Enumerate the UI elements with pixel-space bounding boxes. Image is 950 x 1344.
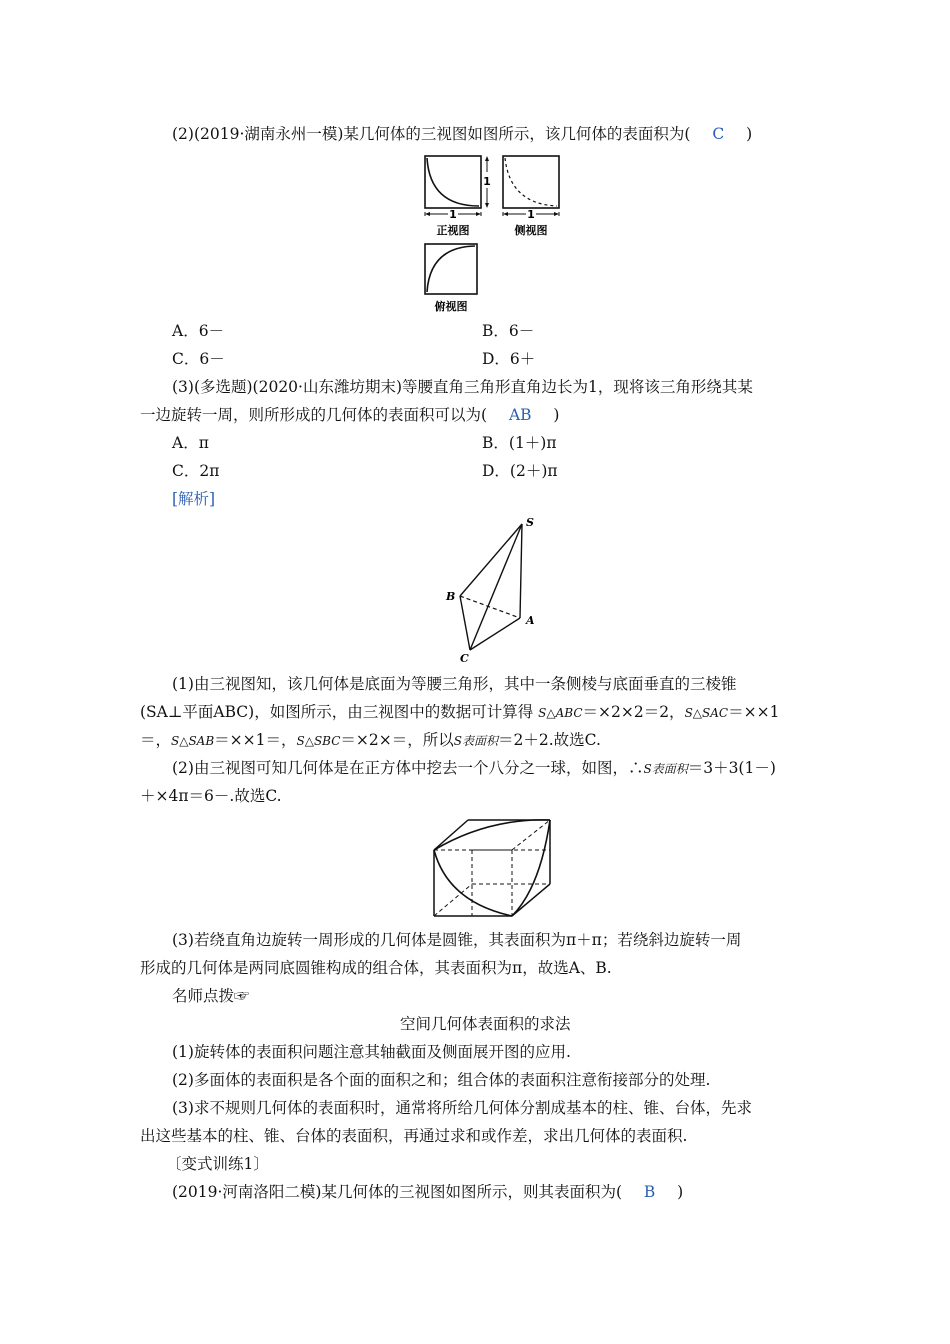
vertex-s-label: S xyxy=(526,516,534,529)
pyramid-figure xyxy=(440,514,540,664)
tip-point-1: (1)旋转体的表面积问题注意其轴截面及侧面展开图的应用. xyxy=(172,1043,571,1061)
tip-point-3-line2: 出这些基本的柱、锥、台体的表面积，再通过求和或作差，求出几何体的表面积. xyxy=(140,1127,688,1145)
front-dim-label: 1 xyxy=(449,208,457,221)
sol2-line1: (2)由三视图可知几何体是在正方体中挖去一个八分之一球，如图，∴S表面积＝3＋3(1－) xyxy=(172,759,776,777)
sol1-line1: (1)由三视图知，该几何体是底面为等腰三角形，其中一条侧棱与底面垂直的三棱锥 xyxy=(172,675,737,693)
sol1-line2: (SA⊥平面ABC)，如图所示，由三视图中的数据可计算得 S△ABC＝×2×2＝2，S△SAC＝××1 xyxy=(140,703,780,721)
edge-bc xyxy=(460,596,470,650)
edge-sa xyxy=(520,524,522,618)
cube-with-sphere-cut-figure xyxy=(428,814,558,920)
edge-ba-hidden xyxy=(460,596,520,618)
q3-option-a: A．π xyxy=(172,434,209,452)
side-view-dashed-arc xyxy=(505,158,557,206)
edge-sb xyxy=(460,524,522,596)
side-dim-label: 1 xyxy=(527,208,535,221)
variant-stem: (2019·河南洛阳二模)某几何体的三视图如图所示，则其表面积为( B ) xyxy=(172,1183,684,1201)
sol3-line2: 形成的几何体是两同底圆锥构成的组合体，其表面积为π，故选A、B. xyxy=(140,959,612,977)
edge-ca xyxy=(470,618,520,650)
vertex-b-label: B xyxy=(446,590,456,603)
front-view-caption: 正视图 xyxy=(436,224,470,237)
vertical-dim-label: 1 xyxy=(483,175,491,188)
tip-title: 空间几何体表面积的求法 xyxy=(400,1015,571,1033)
top-view-arc xyxy=(427,246,475,292)
q3-stem-line2: 一边旋转一周，则所形成的几何体的表面积可以为( AB ) xyxy=(140,406,560,424)
q2-option-c: C．6－ xyxy=(172,350,225,368)
sol3-line1: (3)若绕直角边旋转一周形成的几何体是圆锥，其表面积为π＋π；若绕斜边旋转一周 xyxy=(172,931,742,949)
side-view-caption: 侧视图 xyxy=(514,224,548,237)
q2-option-a: A．6－ xyxy=(172,322,225,340)
variant-answer: B xyxy=(643,1183,656,1201)
top-view-caption: 俯视图 xyxy=(434,300,468,313)
q3-answer: AB xyxy=(508,406,532,424)
q2-three-view-figure xyxy=(418,154,568,314)
q2-stem: (2)(2019·湖南永州一模)某几何体的三视图如图所示，该几何体的表面积为( C ) xyxy=(172,125,753,143)
q2-option-d: D．6＋ xyxy=(482,350,536,368)
q3-stem-line1: (3)(多选题)(2020·山东潍坊期末)等腰直角三角形直角边长为1，现将该三角形绕其某 xyxy=(172,378,753,396)
q3-option-c: C．2π xyxy=(172,462,220,480)
variant-label: 〔变式训练1〕 xyxy=(166,1155,269,1173)
front-view-arc xyxy=(427,158,479,206)
vertex-a-label: A xyxy=(526,614,535,627)
q3-option-d: D．(2＋)π xyxy=(482,462,558,480)
q3-option-b: B．(1＋)π xyxy=(482,434,557,452)
tip-label: 名师点拨☞ xyxy=(172,987,250,1005)
tip-point-2: (2)多面体的表面积是各个面的面积之和；组合体的表面积注意衔接部分的处理. xyxy=(172,1071,711,1089)
q2-option-b: B．6－ xyxy=(482,322,535,340)
q2-answer: C xyxy=(712,125,725,143)
sol2-line2: ＋×4π＝6－.故选C. xyxy=(140,787,282,805)
tip-point-3-line1: (3)求不规则几何体的表面积时，通常将所给几何体分割成基本的柱、锥、台体，先求 xyxy=(172,1099,752,1117)
vertex-c-label: C xyxy=(460,652,469,664)
edge-sc xyxy=(470,524,522,650)
sol1-line3: ＝，S△SAB＝××1＝，S△SBC＝×2×＝，所以S表面积＝2＋2.故选C. xyxy=(140,731,601,749)
analysis-label: [解析] xyxy=(172,490,216,508)
